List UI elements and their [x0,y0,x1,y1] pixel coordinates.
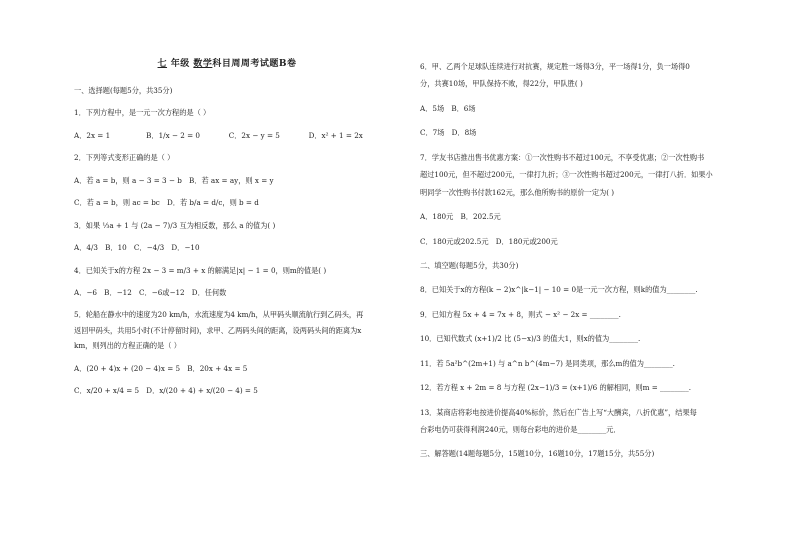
section-choice-heading: 一、选择题(每题5分，共35分) [74,86,173,95]
q2-options-ab: A．若 a = b，则 a − 3 = 3 − b B．若 ax = ay，则 x = y [74,175,274,185]
q1-options: A．2x = 1 B．1/x − 2 = 0 C．2x − y = 5 D．x² + 1 = 2x [74,130,363,140]
q4-options: A．−6 B．−12 C．−6或−12 D．任何数 [74,287,227,297]
title-word-grade: 年级 [170,59,190,69]
q6-options-cd: C．7场 D．8场 [420,128,477,138]
title-rest: 科目周周考试题B卷 [212,59,297,69]
title-subject: 数学 [193,59,213,69]
q13-line1: 13．某商店将彩电按进价提高40%标价，然后在广告上写“大酬宾，八折优惠”，结果每 [420,407,697,417]
q13-line2: 台彩电仍可获得利润240元，则每台彩电的进价是________元． [420,425,621,434]
q6-stem-line2: 分，共赛10场，甲队保持不败，得22分，甲队胜( ) [420,79,583,89]
q7-options-ab: A．180元 B．202.5元 [420,212,501,222]
q10: 10．已知代数式 (x+1)/2 比 (5−x)/3 的值大1，则x的值为________. [420,334,641,344]
q7-options-cd: C．180元或202.5元 D．180元或200元 [420,236,558,246]
q5-options-ab: A．(20 + 4)x + (20 − 4)x = 5 B．20x + 4x = 5 [74,363,248,373]
q5-stem-line3: km，则列出的方程正确的是（ ） [74,341,181,351]
q7-stem-line1: 7．学友书店推出售书优惠方案：①一次性购书不超过100元，不享受优惠；②一次性购书 [420,152,705,162]
q2-stem: 2．下列等式变形正确的是（ ） [74,153,175,163]
q7-stem-line3: 明同学一次性购书付款162元，那么他所购书的原价一定为( ) [420,187,615,197]
section-fill-heading: 二、填空题(每题5分，共30分) [420,260,519,270]
q4-stem: 4．已知关于x的方程 2x − 3 = m/3 + x 的解满足|x| − 1 = 0，则m的值是( ) [74,265,327,275]
q3-stem: 3．如果 ⅓a + 1 与 (2a − 7)/3 互为相反数，那么 a 的值为( ) [74,220,276,230]
q7-stem-line2: 超过100元，但不超过200元，一律打九折；③一次性购书超过200元，一律打八折．如果小 [420,170,713,180]
q8: 8．已知关于x的方程(k − 2)x^|k−1| − 10 = 0是一元一次方程，则k的值为________. [420,285,698,295]
section-answer-heading: 三、解答题(14题每题5分，15题10分，16题10分，17题15分，共55分) [420,449,655,459]
q5-stem-line2: 返回甲码头，共用5小时(不计停留时间)，求甲、乙两码头间的距离，设两码头间的距离为x [74,325,362,335]
q5-stem-line1: 5．轮船在静水中的速度为20 km/h，水流速度为4 km/h，从甲码头顺流航行到乙码头，再 [74,310,364,320]
q11: 11．若 5a²b^(2m+1) 与 a^n b^(4m−7) 是同类项，那么m的值为________. [420,358,675,368]
q9: 9．已知方程 5x + 4 = 7x + 8，则式 − x² − 2x = ________. [420,309,621,319]
left-column [74,86,380,397]
page-title [74,56,380,69]
q6-stem-line1: 6．甲、乙两个足球队连续进行对抗赛，规定胜一场得3分，平一场得1分，负一场得0 [420,62,690,71]
q6-options-ab: A．5场 B．6场 [420,103,476,113]
q1-stem: 1．下列方程中，是一元一次方程的是（ ） [74,108,211,118]
q3-options: A．4/3 B．10 C．−4/3 D．−10 [74,243,200,253]
q12: 12．若方程 x + 2m = 8 与方程 (2x−1)/3 = (x+1)/6 的解相同，则m = ________. [420,383,692,393]
title-grade: 七 [157,59,168,69]
q2-options-cd: C．若 a = b，则 ac = bc D．若 b/a = d/c，则 b = d [74,198,259,208]
right-column [420,62,730,460]
q5-options-cd: C．x/20 + x/4 = 5 D．x/(20 + 4) + x/(20 − 4) = 5 [74,386,258,396]
